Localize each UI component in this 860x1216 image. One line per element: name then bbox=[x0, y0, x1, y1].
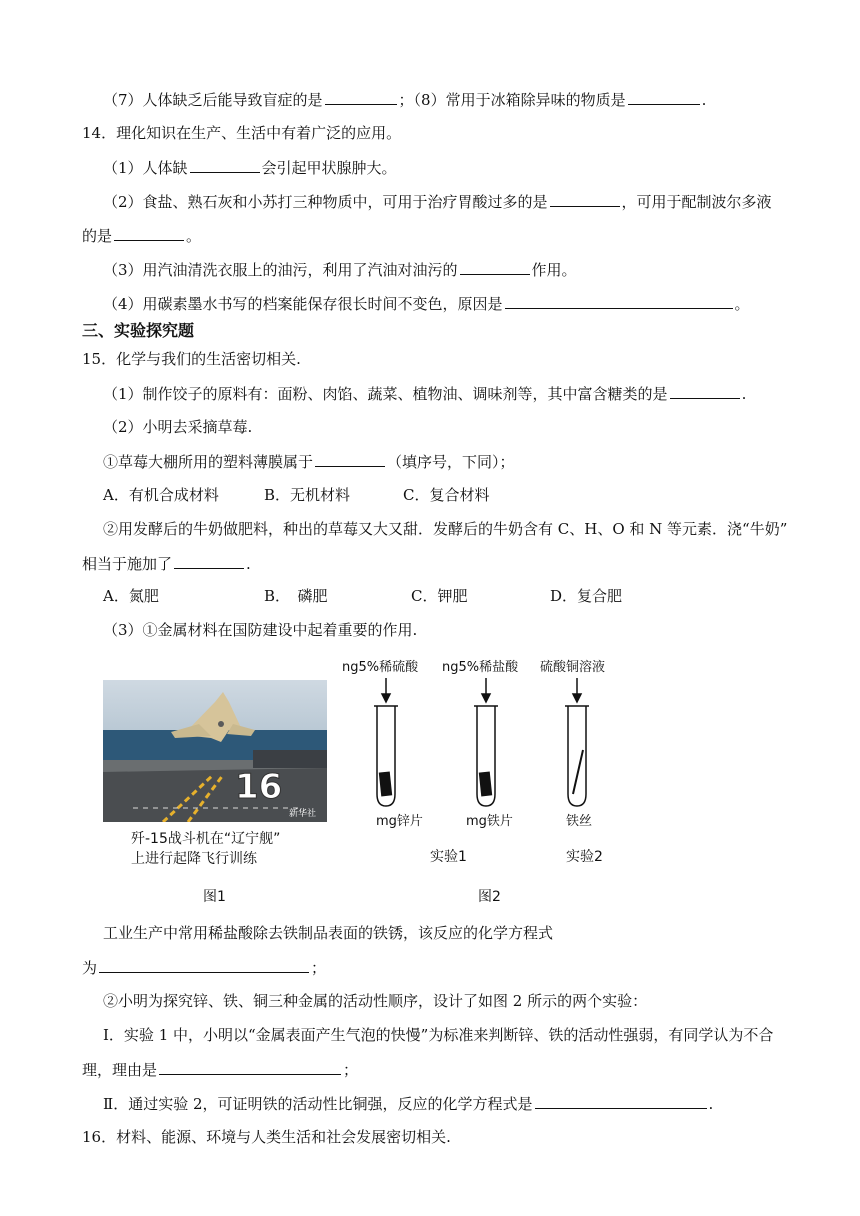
q7-line: （7）人体缺乏后能导致盲症的是 ；（8）常用于冰箱除异味的物质是 . bbox=[103, 88, 706, 111]
figure-2-label: 图2 bbox=[478, 889, 501, 905]
reason-1: Ⅰ．实验 1 中，小明以“金属表面产生气泡的快慢”为标准来判断锌、铁的活动性强弱，有同学认为不合 bbox=[103, 1026, 774, 1044]
answer-blank[interactable] bbox=[628, 88, 700, 105]
reason-2: Ⅱ．通过实验 2，可证明铁的活动性比铜强，反应的化学方程式是 . bbox=[103, 1092, 713, 1115]
answer-blank[interactable] bbox=[114, 224, 184, 241]
reason-1-cont: 理，理由是 ； bbox=[82, 1058, 358, 1081]
q14-part4: （4）用碳素墨水书写的档案能保存很长时间不变色，原因是 。 bbox=[103, 292, 750, 315]
answer-blank[interactable] bbox=[174, 552, 244, 569]
photo-watermark: 新华社 bbox=[289, 809, 317, 819]
q14-part3: （3）用汽油清洗衣服上的油污，利用了汽油对油污的 作用。 bbox=[103, 258, 577, 281]
tube3-reagent-label: 硫酸铜溶液 bbox=[540, 660, 606, 675]
option-b[interactable]: B．无机材料 bbox=[264, 486, 351, 504]
section-heading: 三、实验探究题 bbox=[82, 321, 195, 340]
tube2-reagent-label: ng5%稀盐酸 bbox=[442, 660, 519, 675]
deck-number: 16 bbox=[235, 767, 283, 807]
aircraft-carrier-photo bbox=[103, 680, 327, 822]
answer-blank[interactable] bbox=[670, 382, 740, 399]
answer-blank[interactable] bbox=[550, 190, 620, 207]
tube2-metal-label: mg铁片 bbox=[466, 814, 513, 829]
answer-blank[interactable] bbox=[460, 258, 530, 275]
option-a[interactable]: A．氮肥 bbox=[103, 587, 159, 605]
question-14-title: 14．理化知识在生产、生活中有着广泛的应用。 bbox=[82, 124, 402, 142]
experiment-2-label: 实验2 bbox=[566, 849, 603, 865]
option-d[interactable]: D．复合肥 bbox=[550, 587, 623, 605]
question-15-title: 15．化学与我们的生活密切相关. bbox=[82, 350, 301, 368]
q14-part2: （2）食盐、熟石灰和小苏打三种物质中，可用于治疗胃酸过多的是 ，可用于配制波尔多液 bbox=[103, 190, 772, 213]
photo-caption-line1: 歼-15战斗机在“辽宁舰” bbox=[131, 831, 281, 847]
q15-part1: （1）制作饺子的原料有：面粉、肉馅、蔬菜、植物油、调味剂等，其中富含糖类的是 . bbox=[103, 382, 746, 405]
test-tubes-diagram bbox=[340, 676, 630, 816]
answer-blank[interactable] bbox=[315, 450, 385, 467]
question-16-title: 16．材料、能源、环境与人类生活和社会发展密切相关. bbox=[82, 1128, 451, 1146]
option-c[interactable]: C．钾肥 bbox=[411, 587, 468, 605]
q14-part2-cont: 的是 。 bbox=[82, 224, 201, 247]
q15-part2: （2）小明去采摘草莓. bbox=[103, 418, 253, 436]
q15-part3: （3）①金属材料在国防建设中起着重要的作用. bbox=[103, 621, 418, 639]
tube1-reagent-label: ng5%稀硫酸 bbox=[342, 660, 419, 675]
answer-blank[interactable] bbox=[190, 156, 260, 173]
tube1-metal-label: mg锌片 bbox=[376, 814, 423, 829]
answer-blank[interactable] bbox=[505, 292, 733, 309]
answer-blank[interactable] bbox=[99, 956, 309, 973]
q15-sub2-cont: 相当于施加了 . bbox=[82, 552, 251, 575]
tube3-metal-label: 铁丝 bbox=[566, 814, 593, 829]
option-c[interactable]: C．复合材料 bbox=[403, 486, 490, 504]
option-b[interactable]: B． 磷肥 bbox=[264, 587, 328, 605]
figure-1-label: 图1 bbox=[203, 889, 226, 905]
q14-part1: （1）人体缺 会引起甲状腺肿大。 bbox=[103, 156, 397, 179]
experiment-1-label: 实验1 bbox=[430, 849, 467, 865]
answer-blank[interactable] bbox=[325, 88, 397, 105]
photo-caption-line2: 上进行起降飞行训练 bbox=[131, 851, 257, 867]
option-a[interactable]: A．有机合成材料 bbox=[103, 486, 219, 504]
industry-text-cont: 为 ； bbox=[82, 956, 326, 979]
answer-blank[interactable] bbox=[535, 1092, 707, 1109]
answer-blank[interactable] bbox=[159, 1058, 341, 1075]
q15-sub2: ②用发酵后的牛奶做肥料，种出的草莓又大又甜．发酵后的牛奶含有 C、H、O 和 N 等元素．浇“牛奶” bbox=[103, 520, 788, 538]
q15-sub1: ①草莓大棚所用的塑料薄膜属于 （填序号，下同）； bbox=[103, 450, 515, 473]
q15-sub3: ②小明为探究锌、铁、铜三种金属的活动性顺序，设计了如图 2 所示的两个实验： bbox=[103, 992, 648, 1010]
industry-text: 工业生产中常用稀盐酸除去铁制品表面的铁锈，该反应的化学方程式 bbox=[103, 924, 554, 942]
